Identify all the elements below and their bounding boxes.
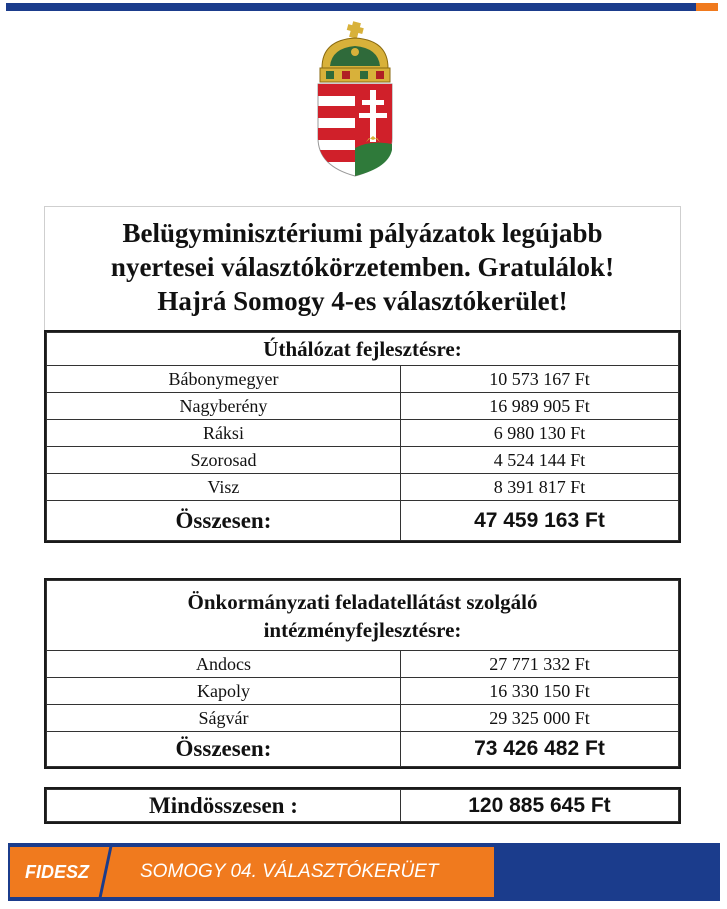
place-cell: Nagyberény	[47, 393, 401, 420]
grand-total-value: 120 885 645 Ft	[400, 790, 678, 822]
total-row	[47, 732, 679, 767]
table-row	[47, 678, 679, 705]
table-row	[47, 447, 679, 474]
place-cell: Ráksi	[47, 420, 401, 447]
page-heading	[45, 207, 680, 318]
total-label: Összesen:	[47, 732, 401, 767]
road-development-table	[44, 330, 681, 543]
amount-cell: 29 325 000 Ft	[400, 705, 678, 732]
top-bar-orange-stripe	[696, 3, 718, 11]
total-row	[47, 501, 679, 541]
hungarian-coat-of-arms-icon	[310, 20, 400, 180]
heading-line-3: Hajrá Somogy 4-es választókerület!	[157, 286, 568, 316]
heading-line-2: nyertesei választókörzetemben. Gratulálok!	[110, 252, 615, 282]
heading-line-1: Belügyminisztériumi pályázatok legújabb	[122, 218, 603, 248]
institution-section-title	[47, 581, 679, 651]
table-row	[47, 366, 679, 393]
amount-cell: 16 330 150 Ft	[400, 678, 678, 705]
table-row	[47, 651, 679, 678]
place-cell: Andocs	[47, 651, 401, 678]
heading-box	[44, 206, 681, 330]
grand-total-row	[47, 790, 679, 822]
table-row	[47, 420, 679, 447]
institution-development-table	[44, 578, 681, 769]
top-bar-blue-stripe	[6, 3, 696, 11]
place-cell: Visz	[47, 474, 401, 501]
total-label: Összesen:	[47, 501, 401, 541]
table-row	[47, 474, 679, 501]
total-value: 47 459 163 Ft	[400, 501, 678, 541]
table-row	[47, 393, 679, 420]
institution-title-line-2: intézményfejlesztésre:	[263, 617, 462, 642]
amount-cell: 6 980 130 Ft	[400, 420, 678, 447]
amount-cell: 10 573 167 Ft	[400, 366, 678, 393]
place-cell: Bábonymegyer	[47, 366, 401, 393]
road-section-title: Úthálózat fejlesztésre:	[47, 333, 679, 366]
table-row	[47, 705, 679, 732]
place-cell: Kapoly	[47, 678, 401, 705]
footer-banner	[0, 838, 727, 909]
amount-cell: 8 391 817 Ft	[400, 474, 678, 501]
top-bar	[0, 0, 727, 14]
total-value: 73 426 482 Ft	[400, 732, 678, 767]
grand-total-label: Mindösszesen :	[47, 790, 401, 822]
place-cell: Szorosad	[47, 447, 401, 474]
amount-cell: 16 989 905 Ft	[400, 393, 678, 420]
place-cell: Ságvár	[47, 705, 401, 732]
grand-total-table	[44, 787, 681, 824]
institution-title-line-1: Önkormányzati feladatellátást szolgáló	[187, 589, 538, 614]
district-name: SOMOGY 04. VÁLASZTÓKERÜET	[140, 861, 439, 882]
amount-cell: 4 524 144 Ft	[400, 447, 678, 474]
party-name: FIDESZ	[24, 862, 89, 882]
amount-cell: 27 771 332 Ft	[400, 651, 678, 678]
